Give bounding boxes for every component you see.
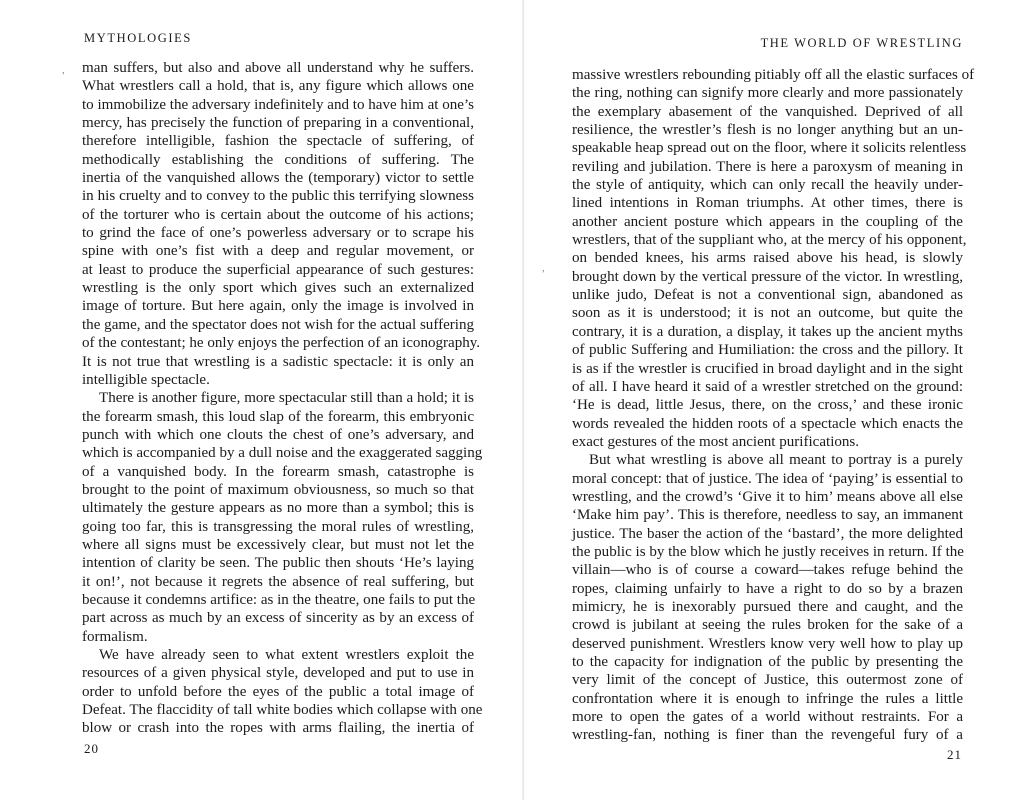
text-line: speakable heap spread out on the floor, where it solicits relentless <box>572 140 967 157</box>
text-line: image of torture. But here again, only the image is involved in <box>82 298 474 315</box>
text-line: mercy, has precisely the function of preparing in a conventional, <box>82 115 474 132</box>
text-line: going too far, this is transgressing the moral rules of wrestling, <box>82 518 474 535</box>
text-line: wrestlers, that of the suppliant who, at the mercy of his opponent, <box>572 232 967 249</box>
text-line: of the torturer who is certain about the outcome of his actions; <box>82 206 474 223</box>
text-line: very limit of the concept of Justice, this outermost zone of <box>572 672 963 689</box>
page-number-left: 20 <box>84 741 99 756</box>
text-line: contrary, it is a duration, a display, it takes up the ancient myths <box>572 323 963 340</box>
text-line: which is accompanied by a dull noise and the exaggerated sagging <box>82 445 483 462</box>
text-line: because it condemns artifice: as in the theatre, one fails to put the <box>82 591 476 608</box>
text-line: moral concept: that of justice. The idea of ‘paying’ is essential to <box>572 470 963 487</box>
text-line: brought down by the vertical pressure of the victor. In wrestling, <box>572 268 963 285</box>
text-line: ultimately the gesture appears as no more than a symbol; this is <box>82 500 474 517</box>
running-head-left: MYTHOLOGIES <box>84 31 192 45</box>
book-gutter <box>522 0 524 800</box>
text-line: We have already seen to what extent wrestlers exploit the <box>99 647 474 663</box>
text-line: massive wrestlers rebounding pitiably off all the elastic surfaces of <box>572 67 975 83</box>
text-line: on bended knees, his arms raised above his head, is slowly <box>572 250 963 267</box>
text-line: inertia of the vanquished allows the (temporary) victor to settle <box>82 170 474 187</box>
text-line: to the capacity for indignation of the public by presenting the <box>572 654 963 670</box>
text-line: brought to the point of maximum obviousness, so much so that <box>82 481 474 498</box>
text-line: methodically establishing the conditions of suffering. The <box>82 151 474 168</box>
text-line: the exemplary abasement of the vanquished. Deprived of all <box>572 103 963 120</box>
text-line: wrestling, and the crowd’s ‘Give it to him’ means above all else <box>572 488 963 505</box>
text-line: at least to produce the superficial appearance of such gestures: <box>82 261 474 278</box>
text-line: Defeat. The flaccidity of tall white bodies which collapse with one <box>82 702 483 719</box>
right-page <box>526 0 1034 800</box>
text-line: mimicry, he is inexorably pursued there and caught, and the <box>572 598 963 615</box>
text-line: of a vanquished body. In the forearm smash, catastrophe is <box>82 463 474 480</box>
text-line: part across as much by an excess of sincerity as by an excess of <box>82 610 474 627</box>
text-line: unlike judo, Defeat is not a conventional sign, abandoned as <box>572 287 963 304</box>
text-line: to grind the face of one’s powerless adversary or to scrape his <box>82 225 474 242</box>
text-line: There is another figure, more spectacular still than a hold; it is <box>99 390 474 407</box>
text-line: wrestling-fan, nothing is finer than the revengeful fury of a <box>572 727 963 744</box>
text-line: blow or crash into the ropes with arms flailing, the inertia of <box>82 720 474 737</box>
text-line: to immobilize the adversary indefinitely and to have him at one’s <box>82 96 474 113</box>
text-line: resources of a given physical style, developed and put to use in <box>82 665 474 682</box>
text-line: confrontation where it is enough to infringe the rules a little <box>572 690 963 707</box>
margin-mark: , <box>542 262 545 274</box>
margin-mark: , <box>62 64 65 76</box>
text-line: But what wrestling is above all meant to portray is a purely <box>589 452 963 469</box>
text-line: What wrestlers call a hold, that is, any figure which allows one <box>82 78 474 95</box>
text-line: the forearm smash, this loud slap of the forearm, this embryonic <box>82 408 474 425</box>
text-line: the public is by the blow which he justly receives in return. If the <box>572 543 964 560</box>
text-line: more to open the gates of a world without restraints. For a <box>572 709 963 726</box>
running-head-right: THE WORLD OF WRESTLING <box>760 36 963 50</box>
text-line: the game, and the spectator does not wish for the actual suffering <box>82 316 474 333</box>
text-line: lined intentions in Roman triumphs. At other times, there is <box>572 195 963 212</box>
text-line: formalism. <box>82 628 148 645</box>
text-line: words revealed the hidden roots of a spectacle which enacts the <box>572 415 963 432</box>
text-line: of the contestant; he only enjoys the perfection of an iconography. <box>82 335 481 352</box>
text-line: it on!’, not because it regrets the absence of real suffering, but <box>82 573 474 590</box>
text-line: soon as it is understood; it is not an outcome, but quite the <box>572 305 963 322</box>
text-line: of all. I have heard it said of a wrestler stretched on the ground: <box>572 378 963 395</box>
text-line: therefore intelligible, fashion the spectacle of suffering, of <box>82 133 474 150</box>
text-line: punch with which one clouts the chest of one’s adversary, and <box>82 426 474 443</box>
text-line: deserved punishment. Wrestlers know very well how to play up <box>572 635 963 652</box>
text-line: villain—who is of course a coward—takes refuge behind the <box>572 562 963 579</box>
text-line: exact gestures of the most ancient purifications. <box>572 433 860 450</box>
text-line: crowd is jubilant at seeing the rules broken for the sake of a <box>572 617 963 634</box>
text-line: the ring, nothing can signify more clearly and more passionately <box>572 85 963 102</box>
text-line: spine with one’s fist with a deep and regular movement, or <box>82 243 474 260</box>
text-line: ‘He is dead, little Jesus, there, on the cross,’ and these ironic <box>572 397 963 414</box>
text-line: in his cruelty and to convey to the public this terrifying slowness <box>82 188 474 205</box>
page-number-right: 21 <box>947 747 962 762</box>
text-line: wrestling is the only sport which gives such an externalized <box>82 280 474 297</box>
text-line: ropes, claiming unfairly to have a right to do so by a brazen <box>572 580 963 597</box>
text-line: is as if the wrestler is crucified in broad daylight and in the sight <box>572 360 963 377</box>
text-line: intention of clarity be seen. The public then shouts ‘He’s laying <box>82 555 474 572</box>
text-line: reviling and jubilation. There is here a paroxysm of meaning in <box>572 158 963 175</box>
text-line: the style of antiquity, which can only recall the heavily under- <box>572 177 963 194</box>
text-line: another ancient posture which appears in the coupling of the <box>572 213 963 230</box>
text-line: of public Suffering and Humiliation: the cross and the pillory. It <box>572 342 963 359</box>
right-page-body <box>572 66 975 745</box>
text-line: It is not true that wrestling is a sadistic spectacle: it is only an <box>82 353 474 370</box>
text-line: order to unfold before the eyes of the public a total image of <box>82 683 474 700</box>
left-page-body <box>82 59 483 738</box>
text-line: intelligible spectacle. <box>82 371 210 388</box>
text-line: where all signs must be excessively clear, but must not let the <box>82 536 474 553</box>
text-line: ‘Make him pay’. This is therefore, needless to say, an immanent <box>572 507 963 524</box>
text-line: man suffers, but also and above all understand why he suffers. <box>82 60 474 76</box>
text-line: justice. The baser the action of the ‘bastard’, the more delighted <box>572 525 963 542</box>
text-line: resilience, the wrestler’s flesh is no longer anything but an un- <box>572 122 963 139</box>
